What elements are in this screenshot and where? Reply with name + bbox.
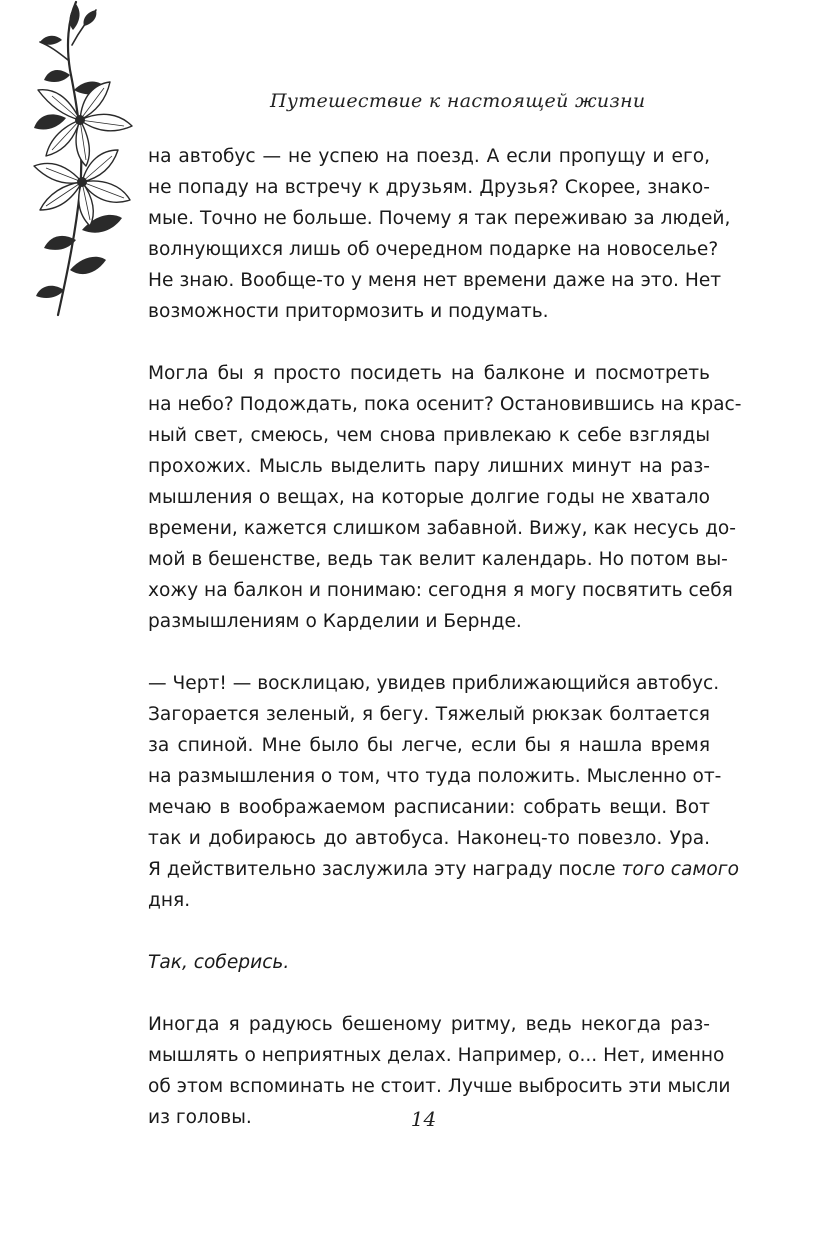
text-line: мечаю в воображаемом расписании: собрать вещи. Вот <box>148 797 710 818</box>
text-line: об этом вспоминать не стоит. Лучше выбросить эти мысли <box>148 1076 731 1097</box>
text-line: Так, соберись. <box>148 952 290 973</box>
text-line: за спиной. Мне было бы легче, если бы я нашла время <box>148 735 710 756</box>
paragraph-2 <box>148 358 742 637</box>
text-line: ный свет, смеюсь, чем снова привлекаю к себе взгляды <box>148 425 710 446</box>
text-line: размышлениям о Карделии и Бернде. <box>148 611 522 632</box>
running-head: Путешествие к настоящей жизни <box>270 90 646 112</box>
text-line: так и добираюсь до автобуса. Наконец-то повезло. Ура. <box>148 828 710 849</box>
text-line: Загорается зеленый, я бегу. Тяжелый рюкзак болтается <box>148 704 710 725</box>
text-line: возможности притормозить и подумать. <box>148 301 549 322</box>
text-line: прохожих. Мысль выделить пару лишних минут на раз- <box>148 456 710 477</box>
emphasized-text: того самого <box>621 859 739 880</box>
paragraph-1 <box>148 141 731 327</box>
text-line: времени, кажется слишком забавной. Вижу, как несусь до- <box>148 518 737 539</box>
text-line: на автобус — не успею на поезд. А если пропущу и его, <box>148 146 710 167</box>
text-line: мой в бешенстве, ведь так велит календарь. Но потом вы- <box>148 549 728 570</box>
text-line: мые. Точно не больше. Почему я так переживаю за людей, <box>148 208 731 229</box>
text-line: из головы. <box>148 1107 252 1128</box>
text-line: хожу на балкон и понимаю: сегодня я могу посвятить себя <box>148 580 733 601</box>
text-line: Могла бы я просто посидеть на балконе и посмотреть <box>148 363 710 384</box>
text-line: не попаду на встречу к друзьям. Друзья? Скорее, знако- <box>148 177 710 198</box>
floral-ornament <box>10 0 140 330</box>
paragraph-3 <box>148 668 739 916</box>
text-line: Не знаю. Вообще-то у меня нет времени даже на это. Нет <box>148 270 722 291</box>
paragraph-4-italic <box>148 947 710 978</box>
text-line: Иногда я радуюсь бешеному ритму, ведь некогда раз- <box>148 1014 710 1035</box>
text-segment: Я действительно заслужила эту награду после <box>148 859 622 880</box>
text-line: мышления о вещах, на которые долгие годы не хватало <box>148 487 710 508</box>
text-line: — Черт! — восклицаю, увидев приближающийся автобус. <box>148 673 720 694</box>
page-number: 14 <box>410 1107 437 1131</box>
text-line: на размышления о том, что туда положить. Мысленно от- <box>148 766 722 787</box>
text-line: на небо? Подождать, пока осенит? Остановившись на крас- <box>148 394 742 415</box>
text-line: волнующихся лишь об очередном подарке на новоселье? <box>148 239 719 260</box>
text-line: мышлять о неприятных делах. Например, о... Нет, именно <box>148 1045 725 1066</box>
body-text <box>148 141 742 1164</box>
text-line: дня. <box>148 890 191 911</box>
text-line-with-emphasis <box>148 854 739 885</box>
